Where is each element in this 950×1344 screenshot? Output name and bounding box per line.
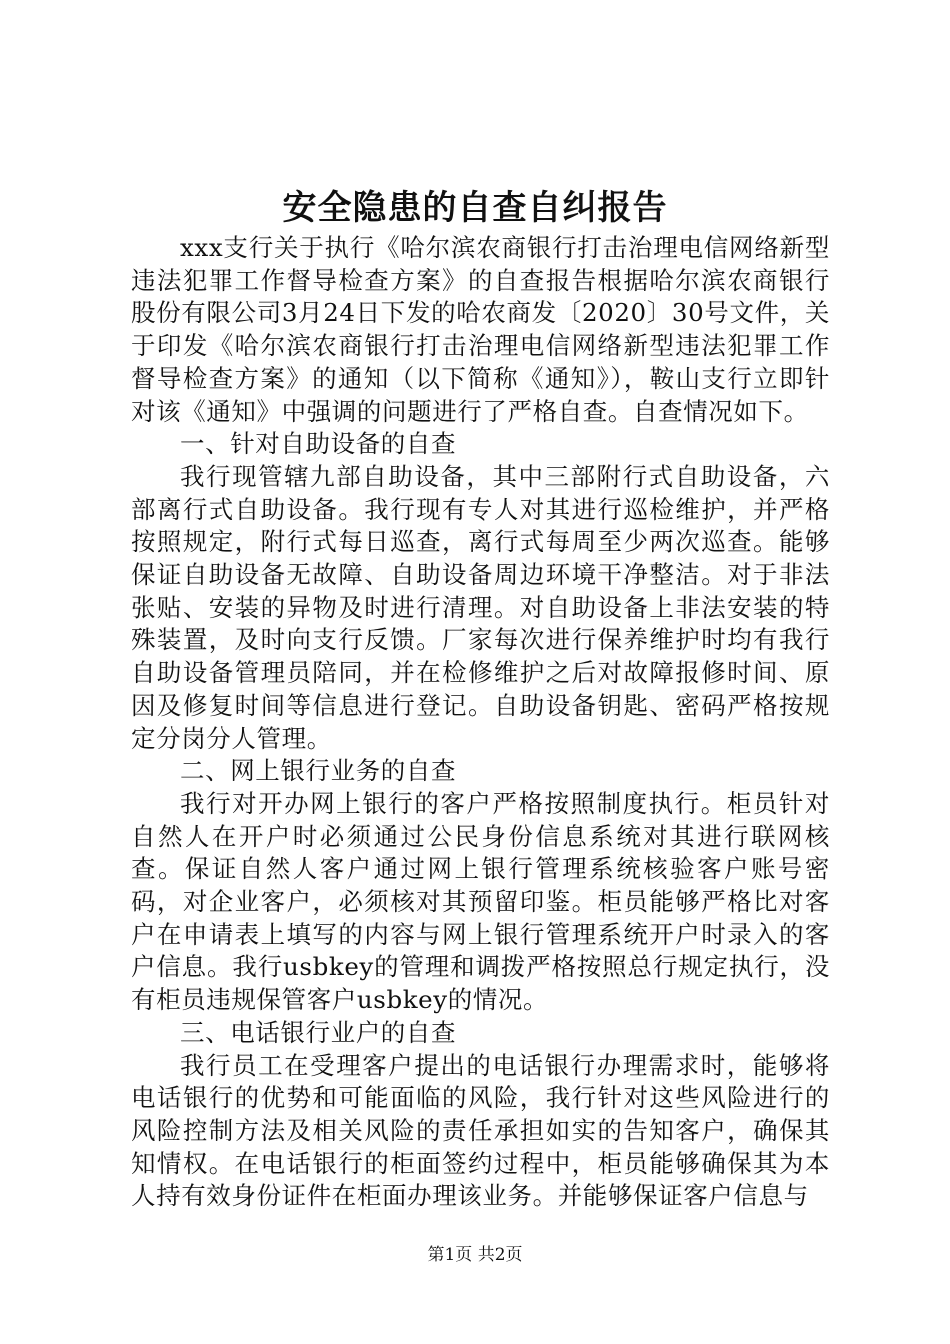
self-service-paragraph: 我行现管辖九部自助设备，其中三部附行式自助设备，六部离行式自助设备。我行现有专人对其进行巡检维护，并严格按照规定，附行式每日巡查，离行式每周至少两次巡查。能够保证自助设备无故障、自助设备周边环境干净整洁。对于非法张贴、安装的异物及时进行清理。对自助设备上非法安装的特殊装置，及时向支行反馈。厂家每次进行保养维护时均有我行自助设备管理员陪同，并在检修维护之后对故障报修时间、原因及修复时间等信息进行登记。自助设备钥匙、密码严格按规定分岗分人管理。 xyxy=(131,461,830,753)
section-heading-phone-banking: 三、电话银行业户的自查 xyxy=(180,1017,457,1047)
phone-banking-paragraph: 我行员工在受理客户提出的电话银行办理需求时，能够将电话银行的优势和可能面临的风险，我行针对这些风险进行的风险控制方法及相关风险的责任承担如实的告知客户，确保其知情权。在电话银行的柜面签约过程中，柜员能够确保其为本人持有效身份证件在柜面办理该业务。并能够保证客户信息与 xyxy=(131,1050,830,1211)
section-heading-online-banking: 二、网上银行业务的自查 xyxy=(180,756,457,786)
online-banking-paragraph: 我行对开办网上银行的客户严格按照制度执行。柜员针对自然人在开户时必须通过公民身份信息系统对其进行联网核查。保证自然人客户通过网上银行管理系统核验客户账号密码，对企业客户，必须核对其预留印鉴。柜员能够严格比对客户在申请表上填写的内容与网上银行管理系统开户时录入的客户信息。我行usbkey的管理和调拨严格按照总行规定执行，没有柜员违规保管客户usbkey的情况。 xyxy=(131,788,830,1015)
page-footer: 第1页 共2页 xyxy=(427,1245,523,1265)
document-body xyxy=(131,232,830,1213)
document-title: 安全隐患的自查自纠报告 xyxy=(282,188,668,228)
section-heading-self-service: 一、针对自助设备的自查 xyxy=(180,429,457,459)
intro-paragraph: xxx支行关于执行《哈尔滨农商银行打击治理电信网络新型违法犯罪工作督导检查方案》的自查报告根据哈尔滨农商银行股份有限公司3月24日下发的哈农商发〔2020〕30号文件，关于印发《哈尔滨农商银行打击治理电信网络新型违法犯罪工作督导检查方案》的通知（以下简称《通知》），鞍山支行立即针对该《通知》中强调的问题进行了严格自查。自查情况如下。 xyxy=(131,233,830,426)
